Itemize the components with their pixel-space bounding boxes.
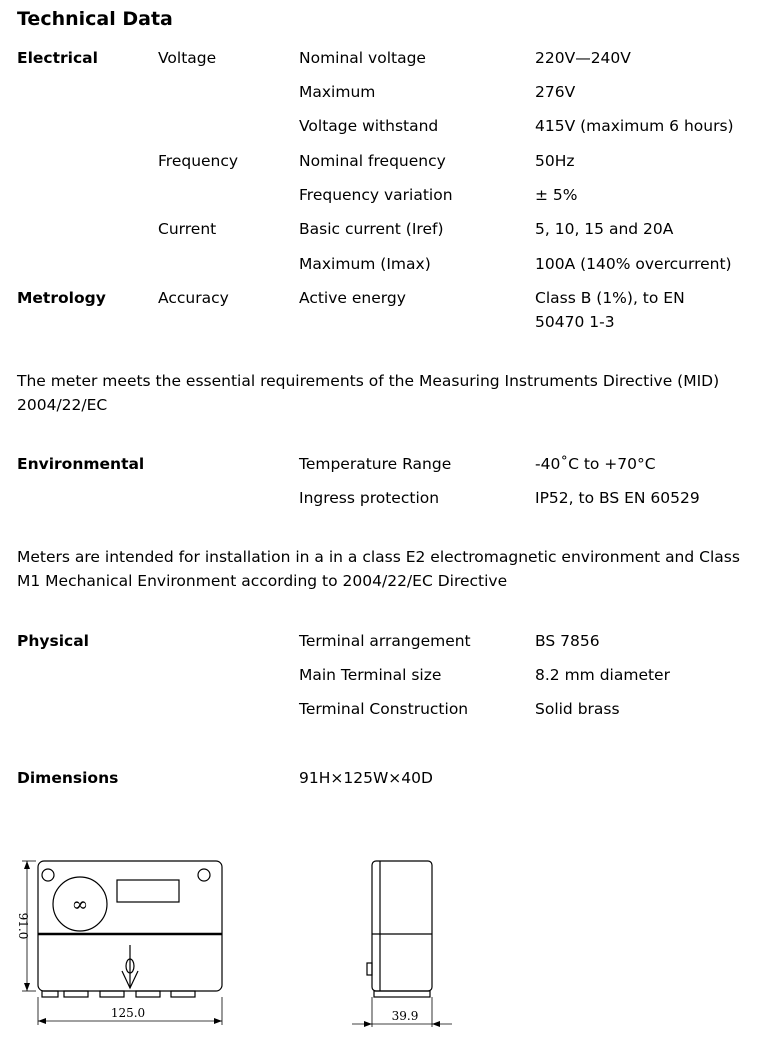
param-ingress-protection: Ingress protection	[299, 489, 440, 507]
meter-display-window	[117, 880, 179, 902]
value-ingress-protection: IP52, to BS EN 60529	[535, 489, 700, 507]
frequency-label: Frequency	[158, 152, 239, 170]
value-terminal-arrangement: BS 7856	[535, 632, 600, 650]
section-electrical-label: Electrical	[17, 49, 98, 67]
param-voltage-withstand: Voltage withstand	[299, 117, 439, 135]
param-temperature-range: Temperature Range	[299, 455, 452, 473]
height-dimension-label: 91.0	[16, 912, 30, 940]
page-title: Technical Data	[17, 8, 173, 30]
section-metrology-label: Metrology	[17, 289, 106, 307]
param-maximum-voltage: Maximum	[299, 83, 376, 101]
param-active-energy: Active energy	[299, 289, 406, 307]
front-view	[22, 861, 222, 1025]
param-terminal-construction: Terminal Construction	[299, 700, 469, 718]
value-basic-current: 5, 10, 15 and 20A	[535, 220, 674, 238]
section-environmental-label: Environmental	[17, 455, 145, 473]
param-maximum-current: Maximum (Imax)	[299, 255, 431, 273]
value-nominal-voltage: 220V—240V	[535, 49, 631, 67]
side-view	[352, 861, 452, 1027]
value-main-terminal-size: 8.2 mm diameter	[535, 666, 670, 684]
meter-drawing	[0, 840, 773, 1044]
value-dimensions: 91H×125W×40D	[299, 769, 433, 787]
value-active-energy-line1: Class B (1%), to EN	[535, 289, 685, 307]
value-nominal-frequency: 50Hz	[535, 152, 575, 170]
width-dimension-label: 125.0	[110, 1006, 146, 1020]
param-main-terminal-size: Main Terminal size	[299, 666, 442, 684]
current-label: Current	[158, 220, 217, 238]
value-active-energy-line2: 50470 1-3	[535, 313, 615, 331]
value-voltage-withstand: 415V (maximum 6 hours)	[535, 117, 734, 135]
env-note: Meters are intended for installation in a in a class E2 electromagnetic environment and Class M1 Mechanical Environment according to 2004/22/EC Directive	[17, 548, 740, 590]
param-nominal-frequency: Nominal frequency	[299, 152, 446, 170]
param-terminal-arrangement: Terminal arrangement	[299, 632, 471, 650]
accuracy-label: Accuracy	[158, 289, 229, 307]
voltage-label: Voltage	[158, 49, 217, 67]
param-nominal-voltage: Nominal voltage	[299, 49, 426, 67]
meter-badge-symbol: ∞	[71, 892, 89, 916]
value-maximum-current: 100A (140% overcurrent)	[535, 255, 732, 273]
value-temperature-range: -40˚C to +70°C	[535, 455, 656, 473]
section-dimensions-label: Dimensions	[17, 769, 119, 787]
param-frequency-variation: Frequency variation	[299, 186, 453, 204]
depth-dimension-label: 39.9	[391, 1009, 419, 1023]
value-frequency-variation: ± 5%	[535, 186, 578, 204]
section-physical-label: Physical	[17, 632, 89, 650]
param-basic-current: Basic current (Iref)	[299, 220, 444, 238]
value-maximum-voltage: 276V	[535, 83, 576, 101]
mid-note: The meter meets the essential requirements of the Measuring Instruments Directive (MID) 2004/22/EC	[17, 372, 720, 414]
value-terminal-construction: Solid brass	[535, 700, 620, 718]
